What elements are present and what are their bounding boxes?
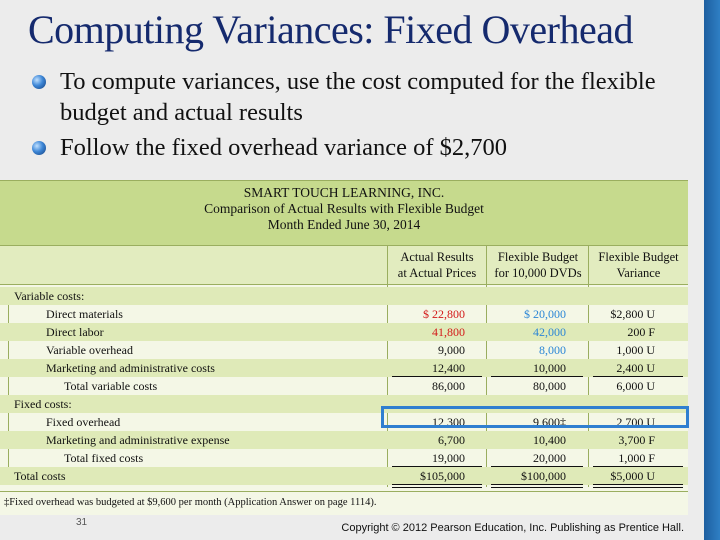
- table-row: Fixed costs:: [0, 395, 688, 413]
- subtotal-rule: [392, 466, 482, 467]
- table-row: Marketing and administrative expense 6,700 10,400 3,700 F: [0, 431, 688, 449]
- bullet-icon: [32, 141, 46, 155]
- right-accent-bar: [704, 0, 720, 540]
- bullet-item: Follow the fixed overhead variance of $2,700: [30, 132, 700, 163]
- subtotal-rule: [392, 376, 482, 377]
- table-footnote: ‡Fixed overhead was budgeted at $9,600 per month (Application Answer on page 1114).: [4, 497, 377, 508]
- col-header-variance: Flexible Budget Variance: [598, 250, 679, 280]
- table-row: Direct materials $ 22,800 $ 20,000 $2,800 U: [46, 307, 655, 321]
- subtotal-rule: [491, 466, 583, 467]
- slide-title: Computing Variances: Fixed Overhead: [28, 7, 633, 52]
- subtotal-rule: [491, 376, 583, 377]
- table-row: Direct labor 41,800 42,000 200 F: [0, 323, 688, 341]
- table-subtitle: Comparison of Actual Results with Flexible Budget: [204, 201, 484, 216]
- fixed-overhead-highlight: [381, 406, 689, 428]
- variance-table: [0, 180, 688, 515]
- table-title-block: [0, 181, 688, 245]
- total-rule: [593, 487, 683, 488]
- total-rule: [593, 484, 683, 485]
- column-header-row: [0, 245, 688, 285]
- table-row: Marketing and administrative costs 12,400 10,000 2,400 U: [0, 359, 688, 377]
- table-row: Total variable costs 86,000 80,000 6,000 U: [64, 379, 655, 393]
- total-rule: [491, 487, 583, 488]
- total-rule: [392, 487, 482, 488]
- bullet-icon: [32, 75, 46, 89]
- col-header-actual: Actual Results at Actual Prices: [397, 250, 477, 280]
- table-row: Fixed overhead 12,300 9,600‡ 2,700 U: [46, 415, 655, 429]
- bullet-list: [30, 66, 700, 167]
- table-row: Total fixed costs 19,000 20,000 1,000 F: [64, 451, 655, 465]
- bullet-item: To compute variances, use the cost computed for the flexible budget and actual results: [30, 66, 700, 128]
- table-row: Total costs $105,000 $100,000 $5,000 U: [0, 467, 688, 485]
- subtotal-rule: [593, 466, 683, 467]
- table-bottom-rule: [0, 491, 688, 492]
- slide-number: 31: [76, 517, 88, 528]
- col-header-flexible: Flexible Budget for 10,000 DVDs: [494, 250, 582, 280]
- table-row: Variable overhead 9,000 8,000 1,000 U: [46, 343, 655, 357]
- subtotal-rule: [593, 376, 683, 377]
- company-name: SMART TOUCH LEARNING, INC.: [243, 185, 445, 200]
- table-period: Month Ended June 30, 2014: [267, 217, 421, 232]
- total-rule: [491, 484, 583, 485]
- total-rule: [392, 484, 482, 485]
- table-row: Variable costs:: [0, 287, 688, 305]
- copyright-notice: Copyright © 2012 Pearson Education, Inc. Publishing as Prentice Hall.: [341, 522, 684, 534]
